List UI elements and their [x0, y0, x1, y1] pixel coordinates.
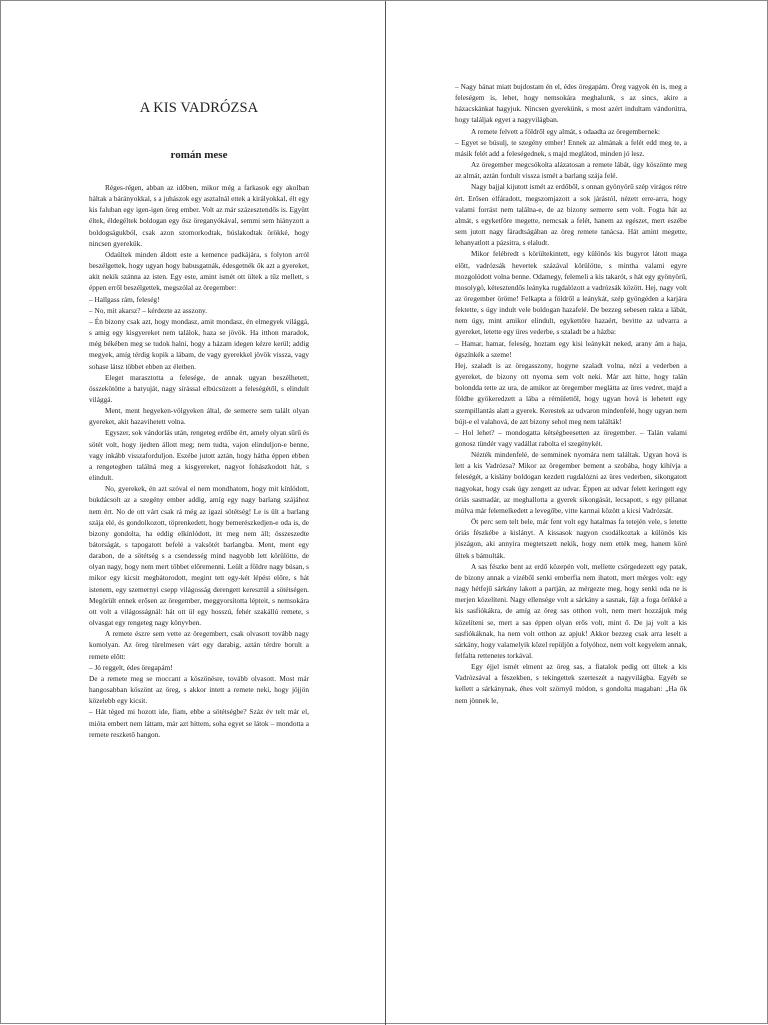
paragraph: A remete felvett a földről egy almát, s odaadta az öregembernek:	[471, 126, 661, 136]
paragraph: Egyszer, sok vándorlás után, rengeteg erdőbe ért, amely olyan sűrű és sötét volt, hogy ijedten állott meg; nem tudta, vajon elinduljon-e benne, vagy inkább visszaforduljon. Eszébe jutott aztán, hogy hátha éppen ebben a rengetegben találná meg a kisgyereket, nagyot fohászkodott hát, s elindult.	[89, 428, 309, 483]
story-title: A KIS VADRÓZSA	[139, 100, 259, 116]
paragraph: Hej, szaladt is az öregasszony, hogyne szaladt volna, nézi a vederben a gyereket, de bizony ott nyoma sem volt neki. Már azt hitte, hogy talán bolondda tette az ura, de amikor az öregember meglátta az üres vedret, majd a földbe gyökeredzett a lába a rémülettől, hogy ugyan hová is lehetett egy szempillantás alatt a gyerek. Kerestek az udvaron mindenfelé, hogy ugyan nem bújt-e el valahová, de azt bizony sehol meg nem találták!	[455, 360, 687, 426]
paragraph: – No, mit akarsz? – kérdezte az asszony.	[89, 305, 208, 315]
paragraph: Mikor felébredt s körültekintett, egy különös kis bugyrot látott maga előtt, vadrózsák hevertek százával körülötte, s mintha valami egyre mozgolódott volna benne. Odamegy, felemeli a kis takarót, s hát egy gyönyörű, mosolygó, kétesztendős leányka rugdalózott a vadrózsák között. Hej, nagy volt az öregember öröme! Felkapta a földről a leánykát, szép gyöngéden a karjára fektette, s úgy indult vele boldogan hazafelé. De bezzeg sebesen rakta a lábát, nem úgy, mint amikor elindult, egykettőre hazaért, bevitte az udvarra a gyereket, letette egy üres vederbe, s szaladt be a házba:	[455, 249, 687, 337]
paragraph: – Én bizony csak azt, hogy mondasz, amit mondasz, én elmegyek világgá, s amig egy kisgyereket nem találok, haza se jövök. Ha itthon maradok, még békében meg se tudok halni, hogy a házam idegen kézre kerül; addig megyek, amíg térdig kopik a lábam, de vagy gyerekkel jövök vissza, vagy sohase látsz többet ebben az életben.	[89, 316, 309, 371]
paragraph: – Hát téged mi hozott ide, fiam, ebbe a sötétségbe? Száz év telt már el, mióta embert nem láttam, már azt hittem, soha egyet se látok – mondotta a remete reszkető hangon.	[89, 707, 309, 739]
paragraph: Nagy bajjal kijutott ismét az erdőből, s onnan gyönyörű szép virágos rétre ért. Erősen elfáradott, megszomjazott a sok járástól, nézett erre-arra, hogy valami forrást nem találna-e, de az bizony semerre sem volt. Fogta hát az almát, s egyketföre megette, nemcsak a felét, hanem az egészet, mert eszébe sem jutott nagy fáradtságában az öreg remete tanácsa. Hát amint megette, lehanyatlott a pázsitra, s elaludt.	[455, 182, 688, 248]
paragraph: Odaültek minden áldott este a kemence padkájára, s folyton arról beszélgettek, hogy ugyan hogy babusgatnák, édesgetnék ők azt a gyereket, akit nekik szánna az isten. Egy este, amint ismét ott ültek a tűz mellett, s éppen erről beszélgettek, megszólal az öregember:	[89, 249, 309, 293]
right-page	[386, 1, 768, 1025]
paragraph: Egy éjjel ismét elment az öreg sas, a fiatalok pedig ott ültek a kis Vadrózsával a fészekben, s tekingettek szerteszét a nagyvilágba. Egyéb se kellett a sárkánynak, éhes volt szörnyű módon, s gondolta magaban: „Ha ők nem jönnek le,	[455, 662, 687, 705]
right-page-body	[455, 81, 687, 706]
paragraph: Réges-régen, abban az időben, mikor még a farkasok egy akolban háltak a bárányokkal, s a juhászok egy asztalnál ettek a királyokkal, élt egy kis faluban egy igen-igen öreg ember. Volt az már százesztendős is. Együtt éltek, éldegéltek boldogan egy ősz öreganyókával, semmi sem hiányzott a boldogságukból, csak azon szomorkodtak, búslakodtak örökké, hogy nincsen gyerekük.	[89, 183, 309, 248]
paragraph: Az öregember megcsókolta alázatosan a remete lábát, úgy köszönte meg az almát, aztán fordult vissza ismét a barlang szája felé.	[455, 160, 687, 181]
paragraph: No, gyerekek, én azt szóval el nem mondhatom, hogy mit kínlódott, bukdácsolt az a szegény ember addig, amíg egy nagy barlang szájához nem ért. No de ott várt csak rá még az igazi sötétség! Le is ült a barlang szája elé, és gondolkozott, töprenkedett, hogy bemerészkedjen-e oda is, de bizony gondolta, ha eddig elkínlódott, itt meg nem áll; összeszedte bátorságát, s tapogatott befelé a vaksötét barlangba. Ment, ment egy darabon, de a sötétség s a csendesség mind nagyobb lett körülötte, de olyan nagy, hogy nem mert többet előremenni. Leült a földre nagy búsan, s mikor egy kicsit megbátorodott, megint tett egy-két lépést előre, s hát istenem, egy szemernyi csepp világosság derengett keresztül a sötétségen. Megörült ennek erősen az öregember, meggyorsította lépteit, s nemsokára ott volt a világosságnál: hát ott ül egy hosszú, fehér szakállú remete, s olvasgat egy rengeteg nagy könyvben.	[89, 484, 309, 628]
paragraph: Öt perc sem telt bele, már fent volt egy hatalmas fa tetején vele, s letette óriás fészkébe a kislányt. A kissasok nagyon csodálkoztak a különös kis jószágon, aki annyira megtetszett nekik, hogy nem ették meg, hanem köré ültek s bámulták.	[455, 517, 687, 560]
story-subtitle: román mese	[170, 149, 228, 161]
paragraph: De a remete meg se moccant a köszönésre, tovább olvasott. Most már hangosabban köszönt az öreg, s akkor intett a remete neki, hogy jöjjön közelebb egy kicsit.	[89, 673, 309, 706]
left-page-body	[89, 182, 309, 740]
paragraph: – Hamar, hamar, feleség, hoztam egy kisi leánykát neked, arany ám a haja, égszínkék a szeme!	[455, 338, 687, 359]
paragraph: – Hallgass rám, feleség!	[89, 294, 160, 304]
paragraph: A sas fészke bent az erdő közepén volt, mellette csörgedezett egy patak, de bizony annak a vizéből senki emberfia nem ihatott, mert mérges volt: egy nagy hétfejű sárkány lakott a partján, az mérgezte meg, hogy senki oda ne is merjen közelíteni. Nagy ellensége volt a sárkány a sasnak, fájt a foga örökké a kis sasfiókákra, de amíg az öreg sas otthon volt, nem mert hozzájuk még közelíteni se, mert a sas éppen olyan erős volt, mint ő. De jaj volt a kis sasfiókáknak, ha nem volt otthon az apjuk! Akkor bezzeg csak arra leselt a sárkány, hogy valamelyik közel repüljön a folyóhoz, nem volt kegyelem annak, felfalta rettenetes torkával.	[455, 561, 687, 660]
paragraph: Nézték mindenfelé, de semminek nyomára nem találtak. Ugyan hová is lett a kis Vadrózsa? Mikor az öregember bement a szobába, hogy kihívja a feleségét, a kislány boldogan kezdett rugdalózni az üres vederben, sikongatott nagyokat, hogy csak úgy zengett az udvar. Éppen az udvar felett keringett egy óriás sasmadár, az meghallotta a gyerek sikongását, lecsapott, s egy pillanat múlva már felemelkedett a levegőbe, vitte karmai között a kicsi Vadrózsát.	[455, 450, 687, 515]
paragraph: Eleget marasztotta a felesége, de annak ugyan beszélhetett, összekötötte a batyuját, nagy sírással elbúcsúzott a feleségétől, s elindult világgá.	[89, 372, 309, 404]
paragraph: – Hol lehet? – mondogatta kétségbeesetten az öregember. – Talán valami gonosz tündér vagy vadállat rabolta el szegénykét.	[455, 427, 687, 448]
paragraph: – Jó reggelt, édes öregapám!	[89, 662, 173, 672]
paragraph: A remete észre sem vette az öregembert, csak olvasott tovább nagy komolyan. Az öreg türelmesen várt egy darabig, aztán térdre borult a remete előtt:	[89, 629, 309, 661]
paragraph: – Egyet se búsulj, te szegény ember! Ennek az almának a felét edd meg te, a másik felét add a feleségednek, s majd meglátod, minden jó lesz.	[455, 137, 687, 158]
paragraph: – Nagy bánat miatt bujdostam én el, édes öregapám. Öreg vagyok én is, meg a feleségem is, lehet, hogy nemsokára meghalunk, s az sincs, akire a házacskánkat hagyjuk. Nincsen gyerekünk, s most azért indultam vándorútra, hogy találjak egyet a nagyvilágban.	[455, 82, 687, 125]
left-page	[1, 1, 385, 1025]
paragraph: Ment, ment hegyeken-völgyeken által, de semerre sem talált olyan gyereket, akit hazavihetett volna.	[89, 406, 309, 427]
